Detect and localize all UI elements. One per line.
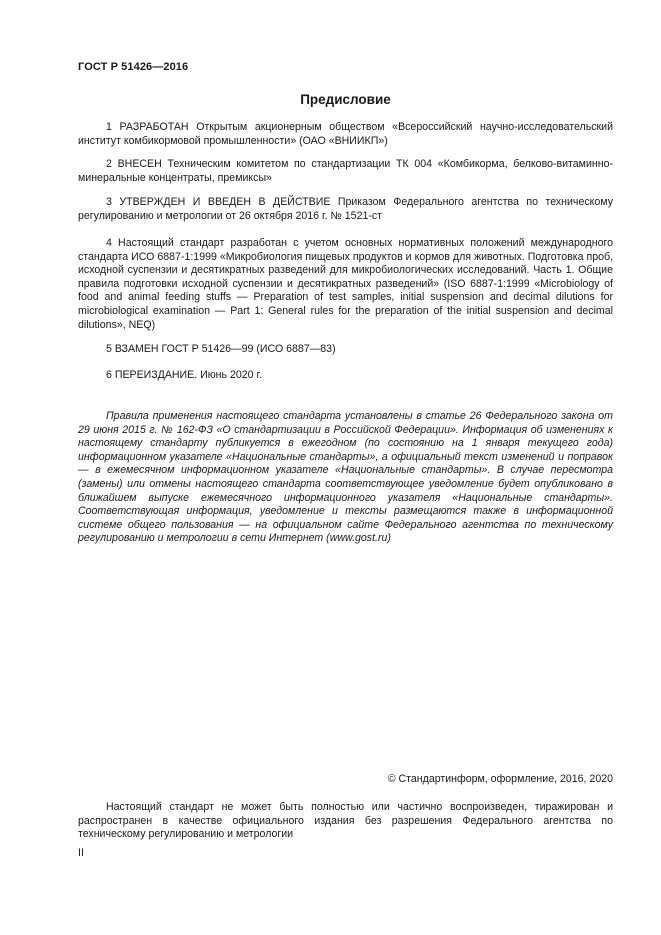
page-number: II [78,847,84,859]
foreword-item-3: 3 УТВЕРЖДЕН И ВВЕДЕН В ДЕЙСТВИЕ Приказом Федерального агентства по техническому регулированию и метрологии от 26 октября 2016 г. № 1521-ст [78,196,613,222]
standard-code-header: ГОСТ Р 51426—2016 [78,61,189,73]
foreword-item-4: 4 Настоящий стандарт разработан с учетом основных нормативных положений международного стандарта ИСО 6887-1:1999 «Микробиология пищевых продуктов и кормов для животных. Подготовка проб, исходной суспензии и десятикратных разведений для микробиологических исследований. Часть 1. Общие правила подготовки исходной суспензии и десятикратных разведений» (ISO 6887-1:1999 «Microbiology of food and animal feeding stuffs — Preparation of test samples, initial suspension and decimal dilutions for microbiological examination — Part 1: General rules for the preparation of the initial suspension and decimal dilutions», NEQ) [78,237,613,331]
foreword-item-1: 1 РАЗРАБОТАН Открытым акционерным обществом «Всероссийский научно-исследовательский институт комбикормовой промышленности» (ОАО «ВНИИКП») [78,121,613,147]
page-title: Предисловие [300,92,391,107]
foreword-item-5: 5 ВЗАМЕН ГОСТ Р 51426—99 (ИСО 6887—83) [106,343,336,355]
foreword-item-6: 6 ПЕРЕИЗДАНИЕ. Июнь 2020 г. [106,369,263,381]
reproduction-restriction-note: Настоящий стандарт не может быть полностью или частично воспроизведен, тиражирован и распространен в качестве официального издания без разрешения Федерального агентства по техническому регулированию и метрологии [78,801,613,841]
application-rules-notice: Правила применения настоящего стандарта установлены в статье 26 Федерального закона от 29 июня 2015 г. № 162-ФЗ «О стандартизации в Российской Федерации». Информация об изменениях к настоящему стандарту публикуется в ежегодном (по состоянию на 1 января текущего года) информационном указателе «Национальные стандарты», а официальный текст изменений и поправок — в ежемесячном информационном указателе «Национальные стандарты». В случае пересмотра (замены) или отмены настоящего стандарта соответствующее уведомление будет опубликовано в ближайшем выпуске ежемесячного информационного указателя «Национальные стандарты». Соответствующая информация, уведомление и тексты размещаются также в информационной системе общего пользования — на официальном сайте Федерального агентства по техническому регулированию и метрологии в сети Интернет (www.gost.ru) [78,410,613,545]
copyright-line: © Стандартинформ, оформление, 2016, 2020 [387,773,613,785]
foreword-item-2: 2 ВНЕСЕН Техническим комитетом по стандартизации ТК 004 «Комбикорма, белково-витаминно-минеральные концентраты, премиксы» [78,158,613,184]
